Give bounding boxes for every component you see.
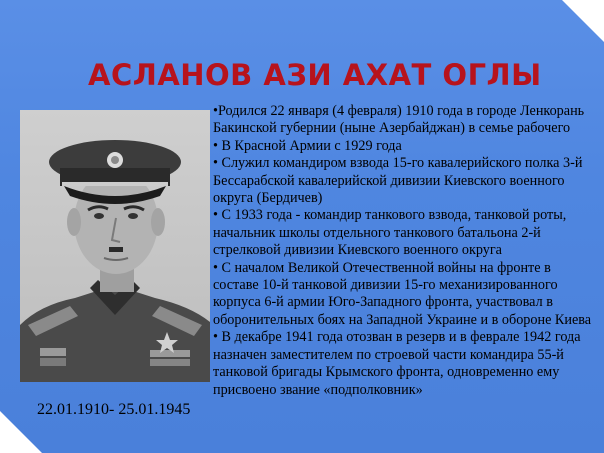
bio-item-tank-platoon: • С 1933 года - командир танкового взвода, танковой роты, начальник школы отдельного танкового батальона 2-й стрелковой дивизии Киевского военного округа [213,207,567,259]
corner-decoration-top-right [562,0,604,42]
bio-item-cavalry: • Служил командиром взвода 15-го кавалерийского полка 3-й Бессарабской кавалерийской дивизии Киевского военного округа (Бердичев) [213,155,583,207]
slide-title: АСЛАНОВ АЗИ АХАТ ОГЛЫ [88,58,542,92]
corner-decoration-bottom-left [0,411,42,453]
portrait-photo [20,110,210,382]
biography-text [213,103,593,399]
bio-item-war: • С началом Великой Отечественной войны на фронте в составе 10-й танковой дивизии 15-го механизированного корпуса 6-й армии Юго-Западного фронта, участвовал в оборонительных боях на Западной Украине и в обороне Киева [213,259,592,328]
life-dates: 22.01.1910- 25.01.1945 [37,401,191,418]
bio-item-reserve: • В декабре 1941 года отозван в резерв и в феврале 1942 года назначен заместителем по строевой части командира 55-й танковой бригады Крымского фронта, одновременно ему присвоено звание «подполковник» [213,329,581,398]
bio-item-army: • В Красной Армии с 1929 года [213,137,402,154]
bio-item-birth: •Родился 22 января (4 февраля) 1910 года в городе Ленкорань Бакинской губернии (ныне Азербайджан) в семье рабочего [213,103,585,137]
